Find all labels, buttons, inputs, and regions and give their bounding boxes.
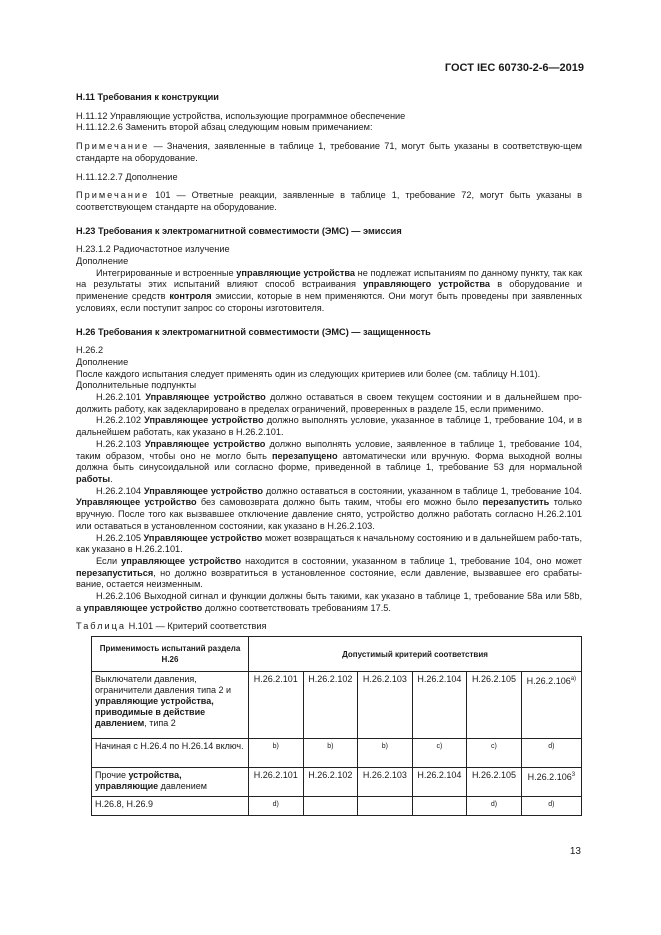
term: Управляющее устройство bbox=[144, 415, 264, 426]
caption-text: Н.101 — Критерий соответствия bbox=[126, 621, 267, 631]
table-cell bbox=[303, 797, 358, 816]
caption-label: Таблица bbox=[76, 621, 127, 631]
text-run: без самовозврата должно быть таким, чтобы его можно было bbox=[196, 497, 483, 508]
table-cell: Н.26.2.101 bbox=[249, 768, 304, 797]
text-run: давлением bbox=[158, 781, 207, 791]
term: управляющее устройство bbox=[83, 602, 203, 613]
text-run: должно выполнять условие, указанное в таблице 1, требование 104, и в дальнейшем работать, как указано в Н.26.2.101. bbox=[76, 415, 582, 438]
paragraph: Дополнение bbox=[76, 256, 129, 267]
term: контроля bbox=[169, 291, 212, 302]
term: устройства, управляющие bbox=[95, 770, 182, 791]
table-cell bbox=[412, 797, 467, 816]
table-header-row bbox=[92, 637, 582, 672]
table-cell: b) bbox=[303, 739, 358, 768]
table-header-cell: Допустимый критерий соответствия bbox=[249, 637, 582, 672]
paragraph: Н.11.12 Управляющие устройства, использующие программное обеспечение bbox=[76, 110, 406, 121]
term: перезапуститься bbox=[76, 567, 154, 578]
note-text: 101 — Ответные реакции, заявленные в таблице 1, требование 72, могут быть указаны в соответствующем стандарте на оборудование. bbox=[76, 190, 582, 212]
table-row-label: Начиная с Н.26.4 по Н.26.14 включ. bbox=[92, 739, 249, 768]
table-cell bbox=[358, 797, 413, 816]
text-run: должно оставаться в своем текущем состоянии и в дальнейшем про-должить работу, как задекларировано в пределах ограничений, проверенных в разделе 15, если применимо. bbox=[76, 392, 582, 414]
text-run: Прочие bbox=[95, 770, 129, 780]
text-run: Н.26.2.106 bbox=[527, 772, 572, 782]
table-row bbox=[92, 672, 582, 739]
paragraph: Н.26.2 bbox=[76, 345, 104, 356]
paragraph: Н.11.12.2.6 Заменить второй абзац следующим новым примечанием: bbox=[76, 122, 373, 133]
term: Управляющее устройство bbox=[76, 497, 197, 508]
footnote-mark: 3 bbox=[571, 772, 576, 778]
note-paragraph bbox=[76, 141, 582, 164]
term: управляющие устройства, приводимые в действие давлением bbox=[95, 696, 214, 728]
criteria-table bbox=[91, 636, 582, 816]
paragraph bbox=[76, 486, 582, 533]
term: Управляющее устройство bbox=[145, 392, 266, 403]
term: управляющее устройство bbox=[121, 555, 242, 566]
paragraph: Н.11.12.2.7 Дополнение bbox=[76, 171, 178, 182]
paragraph: Н.23.1.2 Радиочастотное излучение bbox=[76, 244, 230, 255]
text-run: эмиссии, которые в нем применяются. Они могут быть проведены при заявленных условиях, если поступит запрос со стороны изготовителя. bbox=[76, 291, 582, 313]
section-heading-h11: Н.11 Требования к конструкции bbox=[76, 92, 219, 102]
text-run: находится в состоянии, указанном в таблице 1, требование 104, оно может bbox=[241, 555, 582, 566]
text-run: , типа 2 bbox=[144, 718, 176, 728]
table-caption bbox=[76, 621, 267, 631]
paragraph bbox=[76, 415, 582, 438]
table-cell: b) bbox=[358, 739, 413, 768]
text-run: должно оставаться в состоянии, указанном в таблице 1, требование 104. bbox=[262, 485, 582, 496]
term: Управляющее устройство bbox=[145, 438, 266, 449]
table-cell: Н.26.2.102 bbox=[303, 672, 358, 739]
paragraph bbox=[76, 439, 582, 486]
term: перезапустить bbox=[482, 497, 550, 508]
table-cell: d) bbox=[521, 739, 581, 768]
text-run: Н.26.2.102 bbox=[96, 415, 145, 426]
text-run: только вручную. После того как вызвавшее отключение давление снято, устройство должно работать согласно Н.26.2.101 или оставаться в установленном состоянии, как указано в Н.26.2.103. bbox=[76, 497, 582, 531]
paragraph bbox=[76, 392, 582, 415]
table-row-label bbox=[92, 768, 249, 797]
table-cell: c) bbox=[412, 739, 467, 768]
term: управляющего устройства bbox=[363, 279, 491, 290]
text-run: Н.26.2.106 Выходной сигнал и функции должны быть такими, как указано в таблице 1, требование 58а или 58b, а bbox=[76, 591, 582, 613]
section-heading-h26: Н.26 Требования к электромагнитной совместимости (ЭМС) — защищенность bbox=[76, 326, 431, 337]
page-number: 13 bbox=[569, 846, 581, 857]
table-cell bbox=[521, 768, 581, 797]
table-cell: Н.26.2.105 bbox=[467, 672, 522, 739]
text-run: Н.26.2.101 bbox=[96, 392, 146, 403]
paragraph bbox=[76, 591, 582, 614]
note-label: Примечание bbox=[76, 190, 150, 201]
text-run: . bbox=[110, 473, 113, 484]
table-cell: d) bbox=[467, 797, 522, 816]
note-text: — Значения, заявленные в таблице 1, требование 71, могут быть указаны в соответствую-щем стандарте на оборудование. bbox=[76, 141, 582, 163]
text-run: может возвращаться к начальному состоянию и в дальнейшем рабо-тать, как указано в Н.26.2.101. bbox=[76, 532, 582, 555]
section-heading-h23: Н.23 Требования к электромагнитной совместимости (ЭМС) — эмиссия bbox=[76, 225, 402, 236]
paragraph bbox=[76, 533, 582, 556]
table-cell: Н.26.2.104 bbox=[412, 672, 467, 739]
table-row bbox=[92, 768, 582, 797]
table-cell: Н.26.2.101 bbox=[249, 672, 304, 739]
table-cell bbox=[521, 672, 581, 739]
table-cell: d) bbox=[249, 797, 304, 816]
text-run: , но должно возвратиться в установленное состояние, если давление, вызвавшее его срабаты-вание, остается неизменным. bbox=[76, 567, 582, 590]
text-run: Н.26.2.106 bbox=[526, 676, 571, 686]
table-cell: b) bbox=[249, 739, 304, 768]
table-cell: Н.26.2.103 bbox=[358, 672, 413, 739]
term: Управляющее устройство bbox=[143, 485, 263, 496]
table-cell: d) bbox=[521, 797, 581, 816]
table-cell: Н.26.2.103 bbox=[358, 768, 413, 797]
table-cell: Н.26.2.102 bbox=[303, 768, 358, 797]
text-run: Если bbox=[96, 555, 122, 566]
table-cell: Н.26.2.104 bbox=[412, 768, 467, 797]
table-header-cell: Применимость испытаний раздела Н.26 bbox=[92, 637, 249, 672]
text-run: Н.26.2.105 bbox=[96, 532, 144, 543]
text-run: Выключатели давления, ограничители давления типа 2 и bbox=[95, 674, 232, 695]
table-cell: Н.26.2.105 bbox=[467, 768, 522, 797]
table-row bbox=[92, 797, 582, 816]
term: Управляющее устройство bbox=[143, 532, 263, 543]
paragraph bbox=[76, 268, 582, 315]
text-run: Н.26.2.103 bbox=[96, 438, 146, 449]
text-run: должно соответствовать требованиям 17.5. bbox=[202, 602, 391, 613]
text-run: Интегрированные и встроенные bbox=[96, 267, 237, 278]
text-run: в оборудование и применение средств bbox=[76, 279, 582, 302]
note-paragraph bbox=[76, 190, 582, 213]
text-run: Н.26.2.104 bbox=[96, 485, 144, 496]
table-row bbox=[92, 739, 582, 768]
footnote-mark: а) bbox=[570, 676, 577, 682]
text-run: не подлежат испытаниям по данному пункту, так как на результаты этих испытаний влияют способ встраивания bbox=[76, 267, 582, 290]
table-cell: c) bbox=[467, 739, 522, 768]
document-header: ГОСТ IEC 60730-2-6—2019 bbox=[444, 62, 584, 74]
paragraph: Дополнительные подпункты bbox=[76, 380, 197, 391]
note-label: Примечание bbox=[76, 141, 150, 152]
table-row-label bbox=[92, 672, 249, 739]
table-row-label: Н.26.8, Н.26.9 bbox=[92, 797, 249, 816]
paragraph: После каждого испытания следует применять один из следующих критериев или более (см. таблицу Н.101). bbox=[76, 368, 541, 379]
text-run: должно выполнять условие, заявленное в таблице 1, требование 104, таким образом, чтобы оно не могло быть bbox=[76, 438, 582, 461]
paragraph: Дополнение bbox=[76, 356, 129, 367]
term: работы bbox=[76, 473, 111, 484]
text-run: автоматически или вручную. Форма выходной волны должна быть синусоидальной или согласно форме, приведенной в таблице 1, требование 53 для нормальной bbox=[76, 450, 582, 473]
document-body bbox=[76, 92, 582, 614]
paragraph bbox=[76, 556, 582, 591]
term: перезапущено bbox=[271, 450, 338, 461]
term: управляющие устройства bbox=[236, 267, 356, 278]
